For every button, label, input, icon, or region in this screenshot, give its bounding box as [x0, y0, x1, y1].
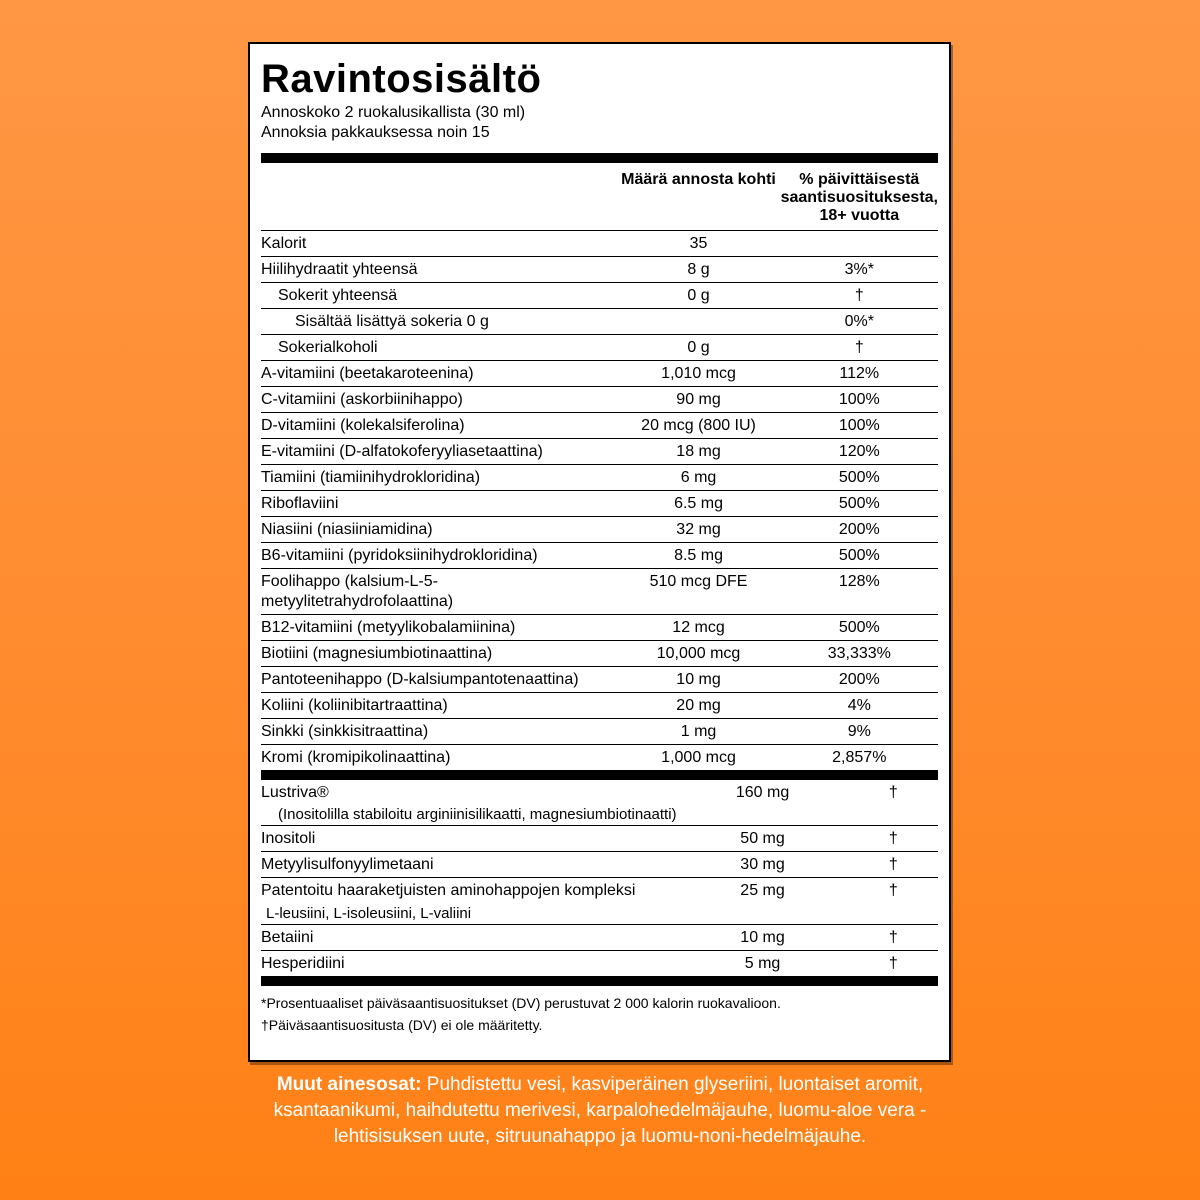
nutrient-name: Hiilihydraatit yhteensä — [261, 261, 418, 278]
table-row — [261, 641, 938, 667]
nutrient-amount: 0 g — [616, 283, 780, 309]
nutrient-name: Sisältää lisättyä sokeria 0 g — [295, 313, 489, 330]
nutrient-dv: † — [781, 283, 938, 309]
ingredient-name-cell — [261, 826, 677, 852]
ingredient-name-cell — [261, 780, 677, 826]
nutrient-dv: 500% — [781, 491, 938, 517]
nutrient-name-cell — [261, 231, 616, 257]
nutrient-amount: 1,000 mcg — [661, 749, 736, 766]
nutrient-name: Tiamiini (tiamiinihydrokloridina) — [261, 469, 481, 486]
table-row — [261, 517, 938, 543]
nutrition-facts-content — [261, 44, 938, 1036]
table-row — [261, 667, 938, 693]
nutrient-amount: 1,010 mcg — [616, 361, 780, 387]
table-row — [261, 387, 938, 413]
nutrient-name-cell — [261, 283, 616, 309]
nutrient-dv: 9% — [781, 719, 938, 745]
header-amount: Määrä annosta kohti — [616, 163, 780, 231]
nutrient-name: A-vitamiini (beetakaroteenina) — [261, 365, 474, 382]
nutrient-name-cell — [261, 465, 616, 491]
ingredient-dv: † — [849, 780, 938, 826]
footnotes — [261, 992, 938, 1036]
nutrient-amount: 8 g — [616, 257, 780, 283]
nutrient-dv: 0%* — [781, 309, 938, 335]
ingredient-name-cell — [261, 925, 677, 951]
header-blank — [261, 163, 616, 231]
nutrient-name: Sinkki (sinkkisitraattina) — [261, 723, 429, 740]
serving-size: Annoskoko 2 ruokalusikallista (30 ml) — [261, 104, 526, 121]
nutrient-table — [261, 163, 938, 770]
ingredient-amount: 10 mg — [677, 925, 849, 951]
table-row — [261, 693, 938, 719]
table-row — [261, 309, 938, 335]
nutrient-dv: 500% — [781, 543, 938, 569]
nutrient-name-cell — [261, 387, 616, 413]
nutrient-name-cell — [261, 309, 616, 335]
table-row — [261, 878, 938, 925]
thick-divider — [261, 976, 938, 986]
nutrient-amount: 20 mg — [616, 693, 780, 719]
nutrient-dv — [781, 231, 938, 257]
nutrient-dv: 100% — [781, 387, 938, 413]
nutrient-name-cell — [261, 439, 616, 465]
table-row — [261, 745, 938, 771]
nutrient-amount: 8.5 mg — [616, 543, 780, 569]
nutrient-dv: † — [781, 335, 938, 361]
ingredient-amount: 25 mg — [677, 878, 849, 925]
footnote-dv: *Prosentuaaliset päiväsaantisuositukset (DV) perustuvat 2 000 kalorin ruokavalioon. — [261, 995, 781, 1011]
nutrient-amount: 10,000 mcg — [616, 641, 780, 667]
table-row — [261, 257, 938, 283]
table-header — [261, 163, 938, 231]
nutrient-amount: 35 — [616, 231, 780, 257]
nutrient-amount: 32 mg — [616, 517, 780, 543]
other-ingredients-text: Puhdistettu vesi, kasviperäinen glyseriini, luontaiset aromit, ksantaanikumi, haihdutettu merivesi, karpalohedelmäjauhe, luomu-aloe vera -lehtisisuksen uute, sitruunahappo ja luomu-noni-hedelmäjauhe. — [273, 1074, 927, 1147]
nutrient-name-cell — [261, 719, 616, 745]
table-row — [261, 361, 938, 387]
table-row — [261, 413, 938, 439]
nutrient-name: B6-vitamiini (pyridoksiinihydrokloridina) — [261, 547, 538, 564]
ingredient-amount: 30 mg — [677, 852, 849, 878]
nutrient-amount: 1 mg — [616, 719, 780, 745]
nutrient-dv: 112% — [781, 361, 938, 387]
other-ingredients — [250, 1072, 950, 1150]
nutrient-name: D-vitamiini (kolekalsiferolina) — [261, 417, 465, 434]
ingredient-amount: 5 mg — [744, 955, 781, 972]
ingredient-name: Lustriva® — [261, 784, 329, 801]
nutrient-name-cell — [261, 745, 616, 771]
nutrient-name: C-vitamiini (askorbiinihappo) — [261, 391, 463, 408]
table-row — [261, 780, 938, 826]
nutrient-dv: 500% — [781, 615, 938, 641]
ingredient-name-cell — [261, 878, 677, 925]
ingredient-dv: † — [849, 826, 938, 852]
nutrient-name: Biotiini (magnesiumbiotinaattina) — [261, 645, 493, 662]
table-row — [261, 826, 938, 852]
nutrient-name: Riboflaviini — [261, 495, 339, 512]
nutrient-amount: 12 mcg — [616, 615, 780, 641]
thick-divider — [261, 770, 938, 780]
nutrient-dv: 4% — [781, 693, 938, 719]
nutrition-facts-panel — [248, 42, 951, 1062]
nutrient-dv: 3%* — [781, 257, 938, 283]
nutrient-dv: 128% — [781, 569, 938, 615]
nutrient-name: Kromi (kromipikolinaattina) — [261, 749, 451, 766]
nutrient-dv: 33,333% — [781, 641, 938, 667]
ingredient-note: (Inositolilla stabiloitu arginiinisilikaatti, magnesiumbiotinaatti) — [278, 806, 677, 823]
nutrient-name: E-vitamiini (D-alfatokoferyyliasetaattina) — [261, 443, 543, 460]
header-dv: % päivittäisestä saantisuosituksesta, 18+ vuotta — [781, 163, 938, 231]
table-row — [261, 852, 938, 878]
table-row — [261, 615, 938, 641]
nutrient-dv: 500% — [781, 465, 938, 491]
nutrient-name-cell — [261, 569, 616, 615]
nutrient-name-cell — [261, 335, 616, 361]
nutrient-name-cell — [261, 413, 616, 439]
nutrient-name: Pantoteenihappo (D-kalsiumpantotenaattina) — [261, 671, 579, 688]
nutrient-name: Niasiini (niasiiniamidina) — [261, 521, 433, 538]
table-row — [261, 335, 938, 361]
nutrient-amount: 90 mg — [616, 387, 780, 413]
nutrient-dv: 200% — [781, 667, 938, 693]
nutrient-amount: 6.5 mg — [616, 491, 780, 517]
table-row — [261, 951, 938, 977]
ingredient-name: Inositoli — [261, 830, 316, 847]
nutrient-name: Sokerialkoholi — [278, 339, 378, 356]
nutrient-name-cell — [261, 491, 616, 517]
table-row — [261, 569, 938, 615]
table-row — [261, 465, 938, 491]
table-row — [261, 543, 938, 569]
nutrient-amount: 0 g — [616, 335, 780, 361]
nutrient-amount: 6 mg — [616, 465, 780, 491]
nutrient-name-cell — [261, 257, 616, 283]
ingredient-dv: † — [849, 852, 938, 878]
nutrient-name-cell — [261, 361, 616, 387]
nutrient-amount: 20 mcg (800 IU) — [616, 413, 780, 439]
ingredient-dv: † — [849, 878, 938, 925]
table-row — [261, 283, 938, 309]
ingredient-dv: † — [849, 925, 938, 951]
nutrient-dv: 100% — [781, 413, 938, 439]
table-row — [261, 925, 938, 951]
serving-info — [261, 103, 938, 143]
ingredient-name-cell — [261, 951, 677, 977]
nutrient-amount: 510 mcg DFE — [616, 569, 780, 615]
nutrient-name-cell — [261, 641, 616, 667]
nutrient-amount — [616, 309, 780, 335]
nutrient-name-cell — [261, 693, 616, 719]
table-row — [261, 231, 938, 257]
ingredient-dv: † — [888, 955, 898, 972]
nutrient-dv: 2,857% — [832, 749, 887, 766]
nutrient-name: Kalorit — [261, 235, 307, 252]
servings-per-container: Annoksia pakkauksessa noin 15 — [261, 124, 490, 141]
nutrient-name: B12-vitamiini (metyylikobalamiinina) — [261, 619, 516, 636]
table-row — [261, 491, 938, 517]
nutrient-dv: 200% — [781, 517, 938, 543]
nutrient-name-cell — [261, 543, 616, 569]
nutrient-name: Sokerit yhteensä — [278, 287, 398, 304]
other-ingredients-label: Muut ainesosat: — [276, 1074, 422, 1095]
ingredient-name: Betaiini — [261, 929, 314, 946]
nutrient-amount: 10 mg — [616, 667, 780, 693]
ingredient-name: Hesperidiini — [261, 955, 345, 972]
ingredient-name: Patentoitu haaraketjuisten aminohappojen kompleksi — [261, 882, 636, 899]
ingredient-name: Metyylisulfonyylimetaani — [261, 856, 434, 873]
footnote-dagger: †Päiväsaantisuositusta (DV) ei ole määritetty. — [261, 1017, 543, 1033]
nutrient-name: Foolihappo (kalsium-L-5-metyylitetrahydrofolaattina) — [261, 573, 454, 610]
nutrient-name: Koliini (koliinibitartraattina) — [261, 697, 448, 714]
nutrient-dv: 120% — [781, 439, 938, 465]
ingredient-sub: L-leusiini, L-isoleusiini, L-valiini — [266, 905, 472, 922]
panel-title: Ravintosisältö — [261, 57, 542, 101]
other-ingredients-table — [261, 780, 938, 976]
ingredient-name-cell — [261, 852, 677, 878]
thick-divider — [261, 153, 938, 163]
nutrient-name-cell — [261, 615, 616, 641]
nutrient-name-cell — [261, 517, 616, 543]
ingredient-amount: 50 mg — [677, 826, 849, 852]
table-row — [261, 719, 938, 745]
nutrient-name-cell — [261, 667, 616, 693]
ingredient-amount: 160 mg — [677, 780, 849, 826]
nutrient-amount: 18 mg — [616, 439, 780, 465]
table-row — [261, 439, 938, 465]
